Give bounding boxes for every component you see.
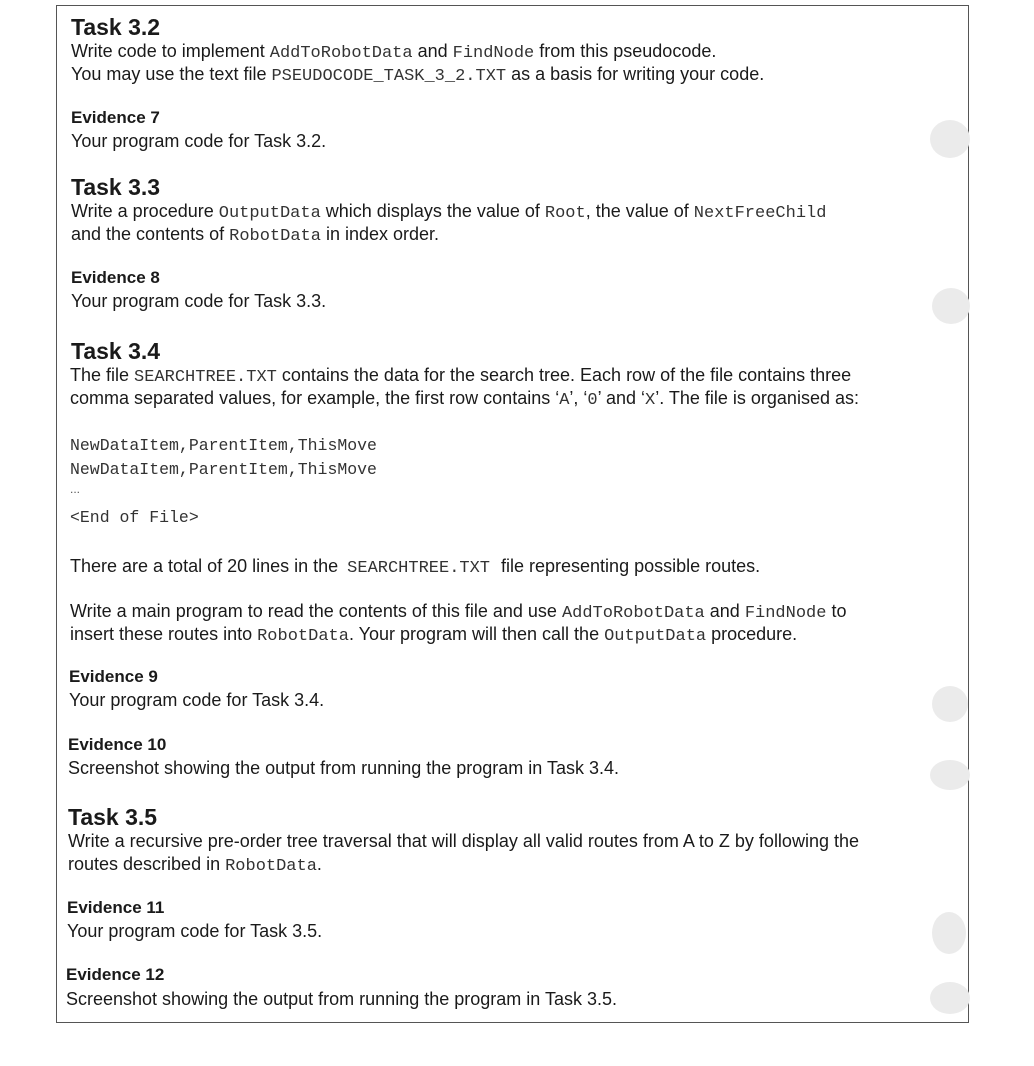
- evidence-9-heading: Evidence 9: [69, 667, 158, 686]
- task-3-2-line-1: Write code to implement AddToRobotData and FindNode from this pseudocode.: [71, 41, 717, 63]
- margin-mark: [930, 760, 970, 790]
- evidence-11-text: Your program code for Task 3.5.: [67, 921, 323, 941]
- task-3-5-heading: Task 3.5: [68, 804, 158, 830]
- evidence-9-text: Your program code for Task 3.4.: [69, 690, 325, 710]
- evidence-8-heading: Evidence 8: [71, 268, 160, 287]
- code-ellipsis: ...: [70, 482, 81, 496]
- evidence-10-heading: Evidence 10: [68, 735, 167, 754]
- evidence-8-text: Your program code for Task 3.3.: [71, 291, 327, 311]
- task-3-4-line-2: comma separated values, for example, the first row contains ‘A’, ‘0’ and ‘X’. The file is organised as:: [70, 388, 859, 410]
- task-3-4-heading: Task 3.4: [71, 338, 161, 364]
- code-eof: <End of File>: [70, 508, 199, 527]
- evidence-7-heading: Evidence 7: [71, 108, 160, 127]
- task-3-3-line-1: Write a procedure OutputData which displays the value of Root, the value of NextFreeChild: [71, 201, 827, 223]
- margin-mark: [932, 912, 966, 954]
- task-3-3-heading: Task 3.3: [71, 174, 161, 200]
- task-3-5-line-2: routes described in RobotData.: [68, 854, 322, 876]
- code-line-1: NewDataItem,ParentItem,ThisMove: [70, 436, 377, 455]
- task-3-4-line-1: The file SEARCHTREE.TXT contains the data for the search tree. Each row of the file contains three: [70, 365, 852, 387]
- evidence-12-heading: Evidence 12: [66, 965, 165, 984]
- margin-mark: [932, 288, 970, 324]
- evidence-7-text: Your program code for Task 3.2.: [71, 131, 327, 151]
- evidence-12-text: Screenshot showing the output from running the program in Task 3.5.: [66, 989, 617, 1009]
- task-3-3-line-2: and the contents of RobotData in index order.: [71, 224, 440, 246]
- margin-mark: [930, 120, 970, 158]
- code-line-2: NewDataItem,ParentItem,ThisMove: [70, 460, 377, 479]
- task-3-4-total-lines: There are a total of 20 lines in the SEARCHTREE.TXT file representing possible routes.: [70, 556, 761, 578]
- task-3-5-line-1: Write a recursive pre-order tree traversal that will display all valid routes from A to Z by following the: [68, 831, 859, 851]
- evidence-11-heading: Evidence 11: [67, 898, 165, 917]
- task-3-4-main-line-2: insert these routes into RobotData. Your program will then call the OutputData procedure.: [70, 624, 798, 646]
- task-3-2-line-2: You may use the text file PSEUDOCODE_TASK_3_2.TXT as a basis for writing your code.: [71, 64, 765, 86]
- task-3-4-main-line-1: Write a main program to read the contents of this file and use AddToRobotData and FindNode to: [70, 601, 847, 623]
- margin-mark: [932, 686, 968, 722]
- margin-mark: [930, 982, 970, 1014]
- evidence-10-text: Screenshot showing the output from running the program in Task 3.4.: [68, 758, 619, 778]
- task-3-2-heading: Task 3.2: [71, 14, 161, 40]
